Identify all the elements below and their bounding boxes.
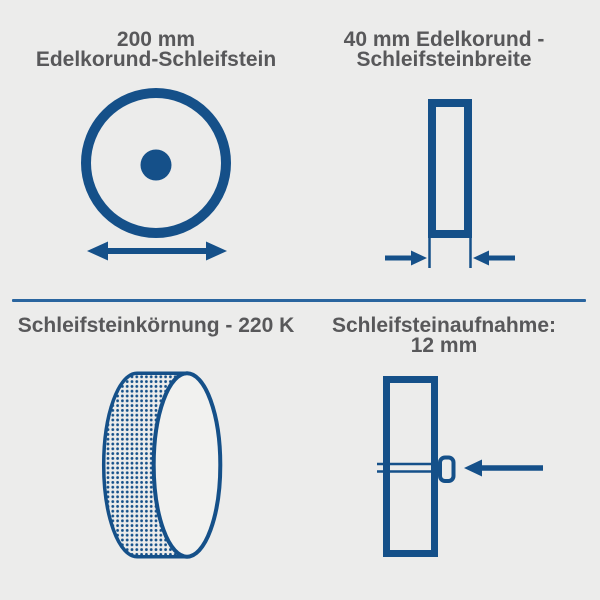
wheel-width-heading-line2: Schleifsteinbreite — [356, 48, 532, 71]
diameter-double-arrow-icon — [87, 242, 227, 261]
width-arrow-left-icon — [385, 251, 427, 266]
wheel-front-view-diagram — [86, 93, 227, 261]
mount-heading-line1: Schleifsteinaufnahme: — [331, 314, 557, 337]
wheel-width-heading-line1: 40 mm Edelkorund - — [343, 28, 545, 51]
width-arrow-right-icon — [473, 251, 515, 266]
grain-texture-diagram — [104, 373, 221, 556]
wheel-hub-dot-icon — [141, 150, 172, 181]
wheel-profile-outline-icon — [432, 103, 468, 234]
wheel-diameter-heading-line2: Edelkorund-Schleifstein — [35, 48, 277, 71]
bore-mount-diagram — [377, 380, 543, 554]
mount-key-knob-icon — [440, 458, 454, 482]
wheel-diameter-heading-line1: 200 mm — [116, 28, 196, 51]
mounted-wheel-outline-icon — [387, 380, 435, 554]
wheel-face-ellipse-icon — [154, 373, 221, 556]
bore-arrow-icon — [464, 460, 543, 477]
grain-heading: Schleifsteinkörnung - 220 K — [17, 314, 295, 337]
mount-heading-line2: 12 mm — [410, 334, 478, 357]
wheel-width-diagram — [385, 103, 515, 268]
